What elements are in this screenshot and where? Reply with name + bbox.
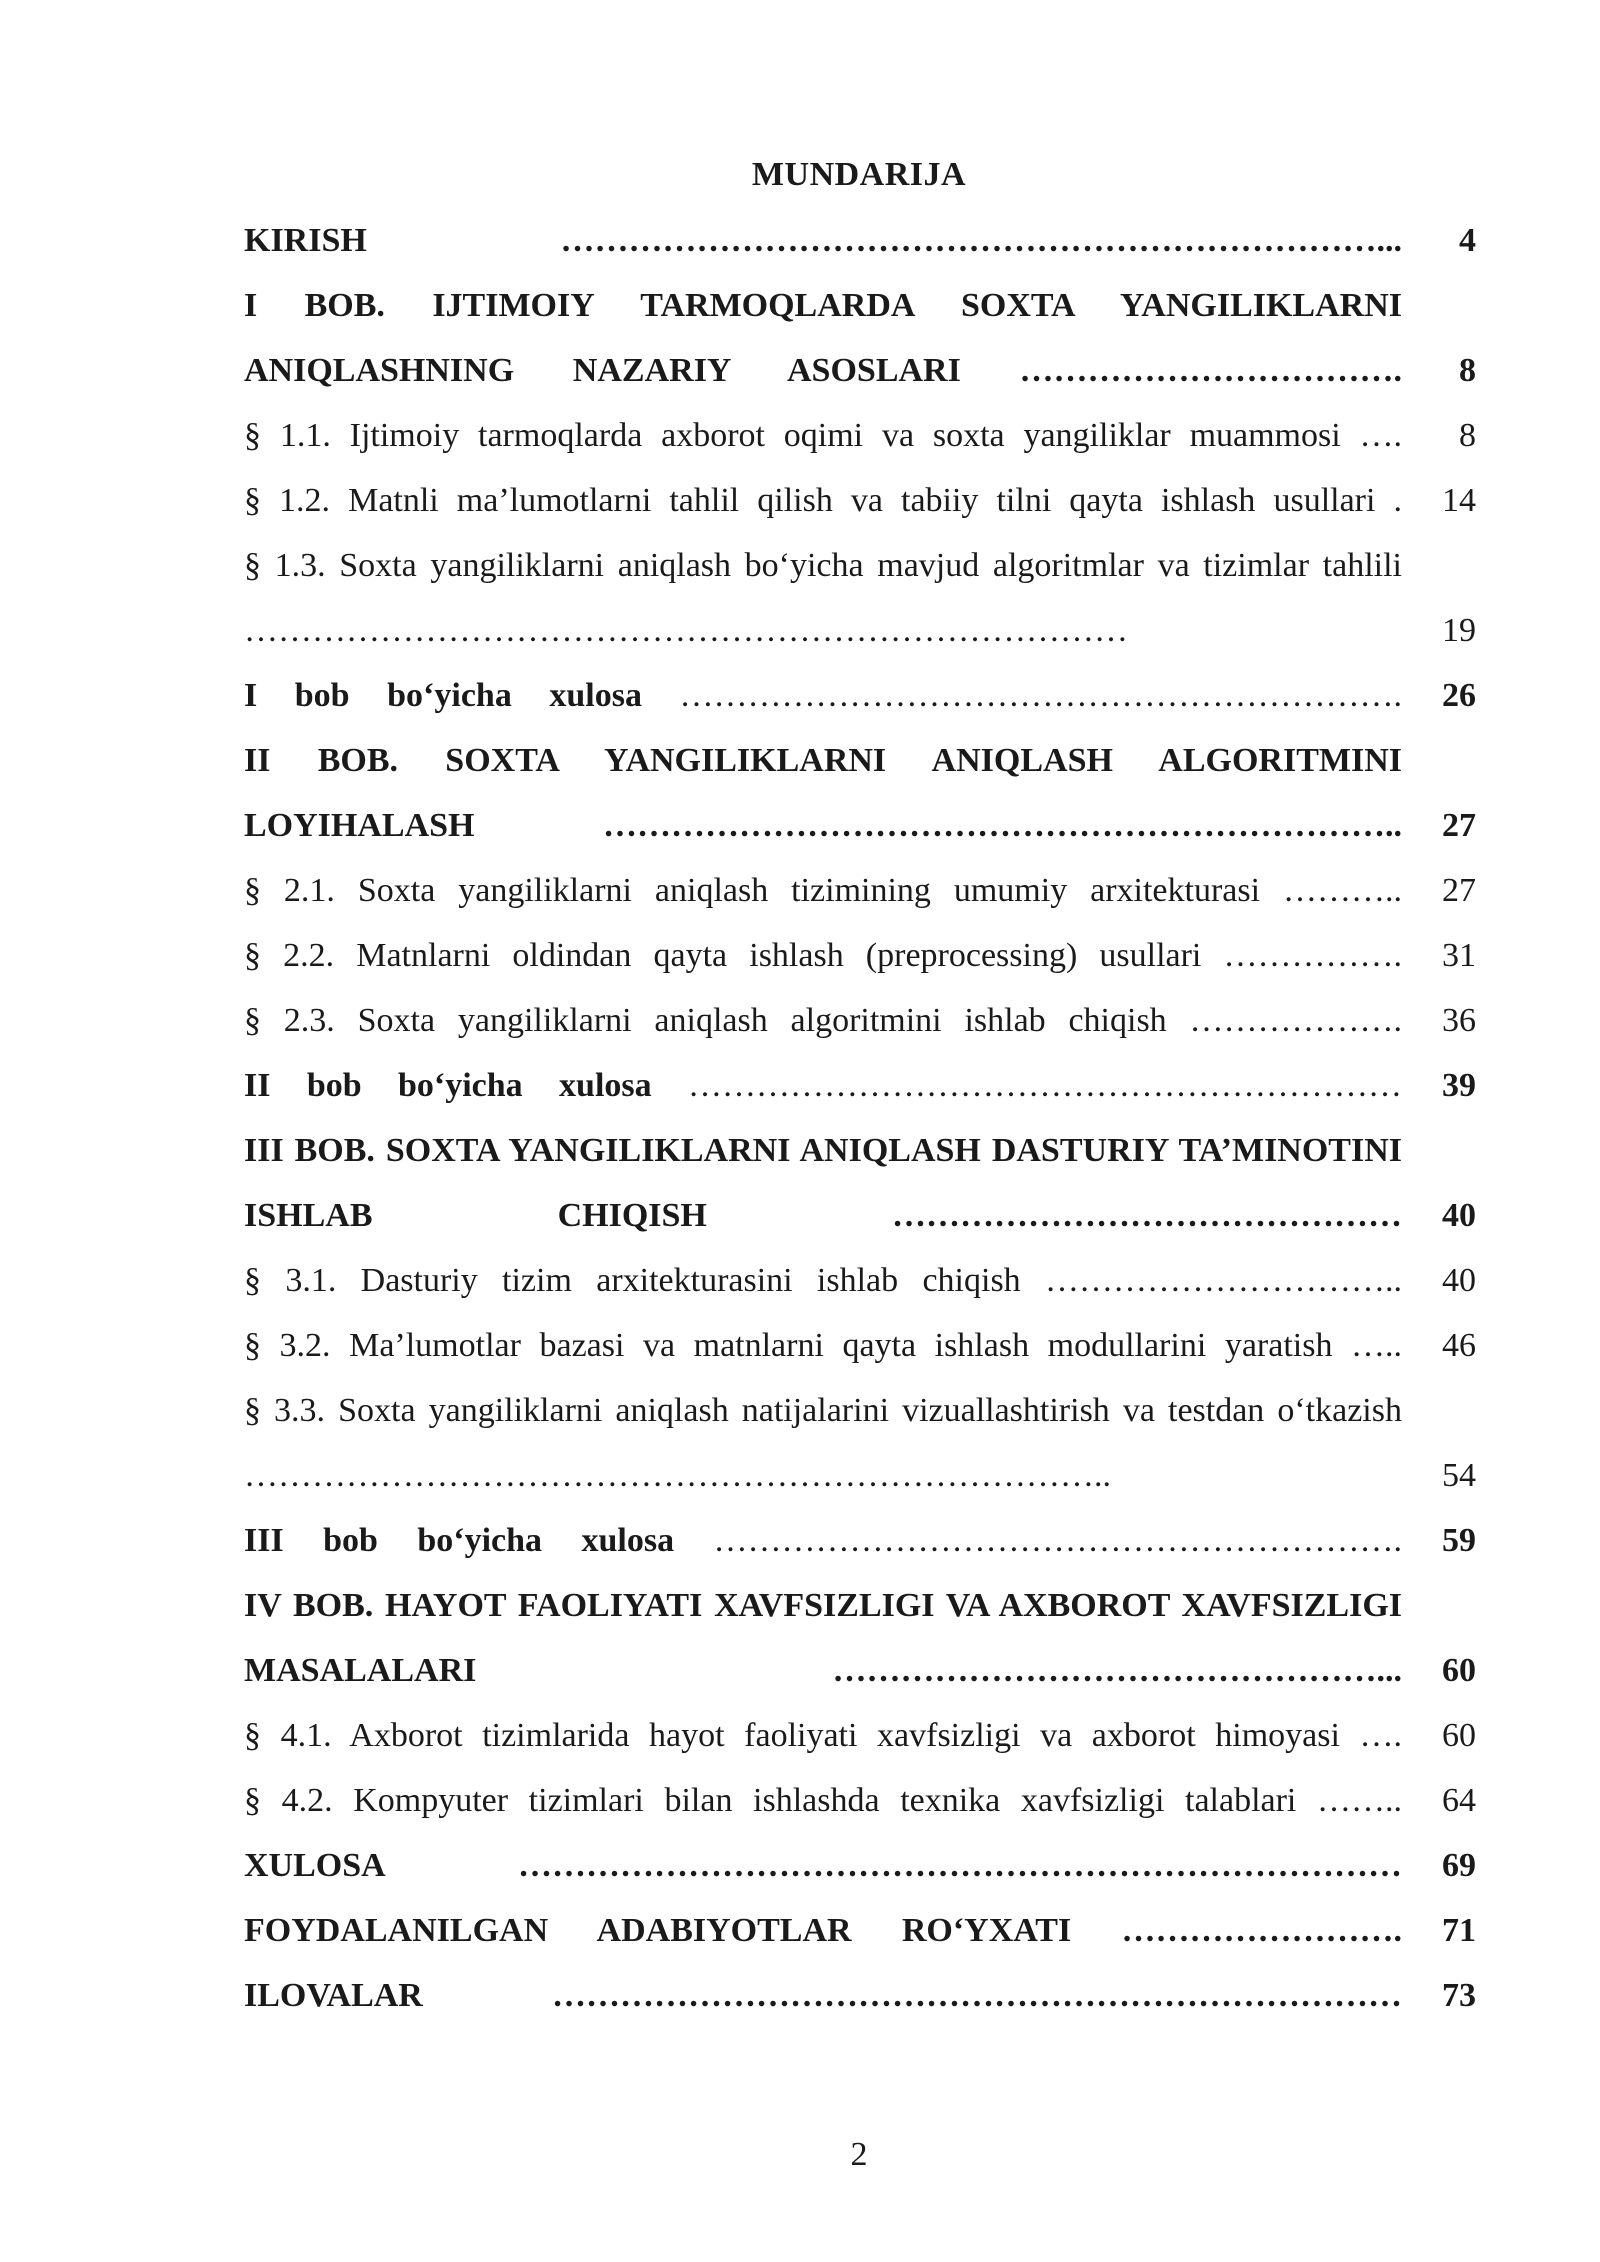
toc-entry-page: 69 <box>1442 1847 1476 1884</box>
toc-entry-page: 14 <box>1442 482 1476 519</box>
toc-entry-page: 59 <box>1442 1522 1476 1559</box>
toc-entry-text: IV BOB. HAYOT FAOLIYATI XAVFSIZLIGI VA AXBOROT XAVFSIZLIGI MASALALARI …………………………………………... <box>244 1587 1402 1689</box>
toc-entry <box>244 1963 1476 2028</box>
toc-entry <box>244 1053 1476 1118</box>
toc-entry-text: II BOB. SOXTA YANGILIKLARNI ANIQLASH ALGORITMINI LOYIHALASH …………………………………………………………….. <box>244 742 1402 844</box>
toc-entry <box>244 728 1476 858</box>
toc-entry <box>244 1378 1476 1508</box>
toc-entry <box>244 208 1476 273</box>
toc-entry <box>244 923 1476 988</box>
toc-entry-dots: ………………………………………………………. <box>641 677 1402 714</box>
toc-entry <box>244 533 1476 663</box>
toc-entry-text: § 1.2. Matnli ma’lumotlarni tahlil qilish va tabiiy tilni qayta ishlash usullari . <box>244 482 1402 519</box>
toc-entry <box>244 1833 1476 1898</box>
toc-entry-text: § 2.2. Matnlarni oldindan qayta ishlash (preprocessing) usullari ……………. <box>244 937 1402 974</box>
toc-entry-text: FOYDALANILGAN ADABIYOTLAR RO‘YXATI ……………………. <box>244 1912 1402 1949</box>
toc-entry-text: § 3.2. Ma’lumotlar bazasi va matnlarni qayta ishlash modullarini yaratish ….. <box>244 1327 1402 1364</box>
toc-entry <box>244 273 1476 403</box>
toc-entry-page: 19 <box>1442 612 1476 649</box>
toc-entry-page: 40 <box>1442 1197 1476 1234</box>
toc-entry-text: § 2.3. Soxta yangiliklarni aniqlash algoritmini ishlab chiqish ………………. <box>244 1002 1402 1039</box>
toc-entry-text: I BOB. IJTIMOIY TARMOQLARDA SOXTA YANGILIKLARNI ANIQLASHNING NAZARIY ASOSLARI ……………………………. <box>244 287 1402 389</box>
toc-entry-text: § 2.1. Soxta yangiliklarni aniqlash tizimining umumiy arxitekturasi ……….. <box>244 872 1402 909</box>
toc-entry-label: III bob bo‘yicha xulosa <box>244 1522 675 1559</box>
toc-entry <box>244 988 1476 1053</box>
toc-entry-page: 71 <box>1442 1912 1476 1949</box>
toc-entry <box>244 1573 1476 1703</box>
toc-entry-page: 60 <box>1442 1717 1476 1754</box>
toc-title: MUNDARIJA <box>751 156 967 193</box>
toc-entry-text: § 4.2. Kompyuter tizimlari bilan ishlashda texnika xavfsizligi talablari …….. <box>244 1782 1402 1819</box>
toc-entry-page: 36 <box>1442 1002 1476 1039</box>
toc-entry <box>244 1703 1476 1768</box>
toc-entry-text: § 1.1. Ijtimoiy tarmoqlarda axborot oqimi va soxta yangiliklar muammosi …. <box>244 417 1402 454</box>
table-of-contents <box>244 208 1476 2028</box>
toc-entry-text <box>244 663 1402 728</box>
toc-entry <box>244 1248 1476 1313</box>
toc-entry-label: II bob bo‘yicha xulosa <box>244 1067 652 1104</box>
toc-entry-text <box>244 1053 1402 1118</box>
toc-entry <box>244 663 1476 728</box>
toc-entry-text: § 1.3. Soxta yangiliklarni aniqlash bo‘yicha mavjud algoritmlar va tizimlar tahlili …………………………………………………………………… <box>244 547 1402 649</box>
toc-entry-page: 31 <box>1442 937 1476 974</box>
toc-entry-page: 26 <box>1442 677 1476 714</box>
toc-entry-text <box>244 1508 1402 1573</box>
toc-entry-text: III BOB. SOXTA YANGILIKLARNI ANIQLASH DASTURIY TA’MINOTINI ISHLAB CHIQISH ……………………………………… <box>244 1132 1402 1234</box>
toc-entry-page: 27 <box>1442 872 1476 909</box>
toc-entry-label: I bob bo‘yicha xulosa <box>244 677 642 714</box>
toc-entry-text: KIRISH ………………………………………………………………... <box>244 222 1402 259</box>
toc-entry-text: § 3.1. Dasturiy tizim arxitekturasini ishlab chiqish ………………………….. <box>244 1262 1402 1299</box>
toc-entry-dots: ……………………………………………………. <box>674 1522 1403 1559</box>
toc-entry-page: 64 <box>1442 1782 1476 1819</box>
toc-entry-page: 54 <box>1442 1457 1476 1494</box>
toc-entry <box>244 1313 1476 1378</box>
toc-entry-page: 60 <box>1442 1652 1476 1689</box>
toc-entry <box>244 1508 1476 1573</box>
toc-entry-text: XULOSA …………………………………………………………………… <box>244 1847 1402 1884</box>
toc-entry-page: 8 <box>1459 417 1476 454</box>
toc-entry-text: § 4.1. Axborot tizimlarida hayot faoliyati xavfsizligi va axborot himoyasi …. <box>244 1717 1402 1754</box>
toc-entry-page: 4 <box>1459 222 1476 259</box>
toc-entry <box>244 403 1476 468</box>
toc-entry-page: 40 <box>1442 1262 1476 1299</box>
page-number: 2 <box>850 2136 868 2173</box>
toc-entry-page: 73 <box>1442 1977 1476 2014</box>
toc-entry <box>244 468 1476 533</box>
toc-entry-text: § 3.3. Soxta yangiliklarni aniqlash natijalarini vizuallashtirish va testdan o‘tkazish ………………………………………………………………….. <box>244 1392 1402 1494</box>
toc-entry <box>244 1768 1476 1833</box>
toc-entry-page: 46 <box>1442 1327 1476 1364</box>
toc-entry <box>244 1118 1476 1248</box>
toc-entry-text: ILOVALAR ………………………………………………………………… <box>244 1977 1402 2014</box>
toc-entry-page: 8 <box>1459 352 1476 389</box>
toc-entry <box>244 1898 1476 1963</box>
toc-entry-page: 27 <box>1442 807 1476 844</box>
toc-entry-page: 39 <box>1442 1067 1476 1104</box>
toc-entry <box>244 858 1476 923</box>
toc-entry-dots: ……………………………………………………… <box>651 1067 1403 1104</box>
